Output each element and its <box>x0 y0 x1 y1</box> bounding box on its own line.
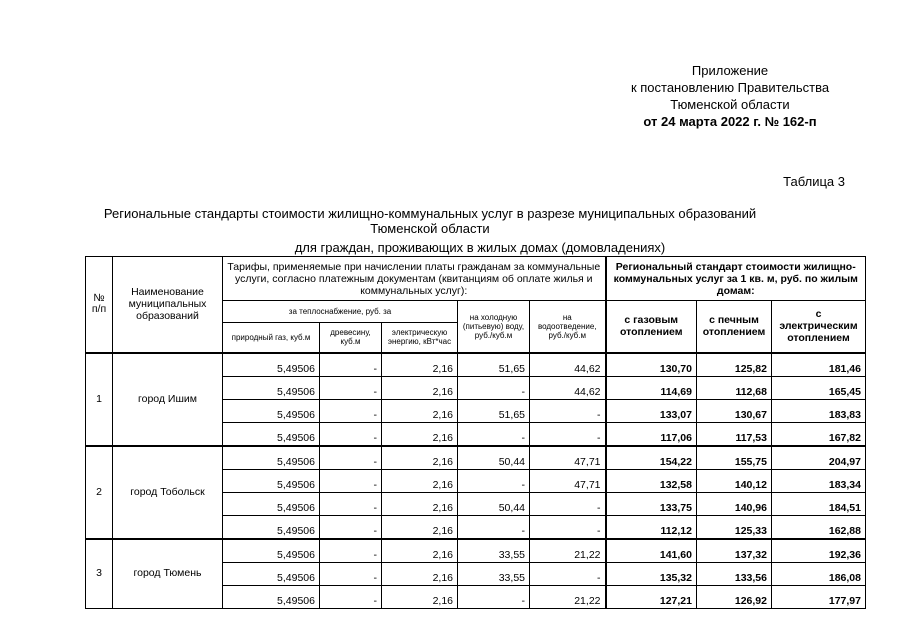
electric-tariff: 2,16 <box>382 562 458 585</box>
electric-tariff: 2,16 <box>382 399 458 422</box>
wood-tariff: - <box>320 515 382 539</box>
appendix-line-1: Приложение <box>691 63 769 78</box>
cold-water-tariff: 51,65 <box>458 399 530 422</box>
gas-tariff: 5,49506 <box>223 422 320 446</box>
drainage-tariff: 21,22 <box>530 585 606 608</box>
header-num: № п/п <box>86 257 113 353</box>
drainage-tariff: - <box>530 422 606 446</box>
gas-tariff: 5,49506 <box>223 492 320 515</box>
electric-heat-standard: 184,51 <box>772 492 866 515</box>
electric-heat-standard: 167,82 <box>772 422 866 446</box>
electric-heat-standard: 177,97 <box>772 585 866 608</box>
header-tariffs: Тарифы, применяемые при начислении платы гражданам за коммунальные услуги, согласно платежным документам (квитанциям об оплате жилья и коммунальных услуг): <box>223 257 606 301</box>
document-subtitle: для граждан, проживающих в жилых домах (домовладениях) <box>294 240 666 255</box>
header-standard: Региональный стандарт стоимости жилищно-коммунальных услуг за 1 кв. м, руб. по жилым домам: <box>606 257 866 301</box>
drainage-tariff: 47,71 <box>530 469 606 492</box>
electric-heat-standard: 204,97 <box>772 446 866 470</box>
stove-heat-standard: 140,96 <box>697 492 772 515</box>
drainage-tariff: 47,71 <box>530 446 606 470</box>
table-number: Таблица 3 <box>783 174 845 189</box>
electric-heat-standard: 181,46 <box>772 353 866 377</box>
stove-heat-standard: 137,32 <box>697 539 772 563</box>
gas-heat-standard: 127,21 <box>606 585 697 608</box>
stove-heat-standard: 155,75 <box>697 446 772 470</box>
wood-tariff: - <box>320 539 382 563</box>
cold-water-tariff: - <box>458 376 530 399</box>
drainage-tariff: 44,62 <box>530 353 606 377</box>
electric-heat-standard: 183,83 <box>772 399 866 422</box>
stove-heat-standard: 125,33 <box>697 515 772 539</box>
appendix-line-2: к постановлению Правительства <box>630 80 830 95</box>
row-number: 2 <box>86 446 113 539</box>
electric-tariff: 2,16 <box>382 539 458 563</box>
gas-tariff: 5,49506 <box>223 515 320 539</box>
cold-water-tariff: - <box>458 469 530 492</box>
electric-tariff: 2,16 <box>382 585 458 608</box>
table-header <box>86 257 866 353</box>
drainage-tariff: - <box>530 562 606 585</box>
row-number: 3 <box>86 539 113 609</box>
gas-heat-standard: 154,22 <box>606 446 697 470</box>
row-number: 1 <box>86 353 113 446</box>
wood-tariff: - <box>320 422 382 446</box>
header-heating: за теплоснабжение, руб. за <box>223 301 458 323</box>
gas-heat-standard: 135,32 <box>606 562 697 585</box>
header-electric-heat: с электрическим отоплением <box>772 301 866 353</box>
electric-heat-standard: 165,45 <box>772 376 866 399</box>
stove-heat-standard: 125,82 <box>697 353 772 377</box>
cold-water-tariff: 50,44 <box>458 446 530 470</box>
wood-tariff: - <box>320 492 382 515</box>
gas-heat-standard: 133,07 <box>606 399 697 422</box>
gas-tariff: 5,49506 <box>223 539 320 563</box>
gas-heat-standard: 112,12 <box>606 515 697 539</box>
cold-water-tariff: 33,55 <box>458 562 530 585</box>
wood-tariff: - <box>320 353 382 377</box>
header-gas-heat: с газовым отоплением <box>606 301 697 353</box>
electric-tariff: 2,16 <box>382 446 458 470</box>
drainage-tariff: 44,62 <box>530 376 606 399</box>
gas-heat-standard: 133,75 <box>606 492 697 515</box>
electric-tariff: 2,16 <box>382 515 458 539</box>
electric-heat-standard: 162,88 <box>772 515 866 539</box>
municipality-name: город Тюмень <box>113 539 223 609</box>
gas-tariff: 5,49506 <box>223 469 320 492</box>
gas-tariff: 5,49506 <box>223 446 320 470</box>
drainage-tariff: - <box>530 515 606 539</box>
electric-heat-standard: 192,36 <box>772 539 866 563</box>
document-title <box>70 206 790 236</box>
municipality-group <box>86 446 866 539</box>
electric-heat-standard: 186,08 <box>772 562 866 585</box>
electric-tariff: 2,16 <box>382 353 458 377</box>
stove-heat-standard: 112,68 <box>697 376 772 399</box>
title-line-1: Региональные стандарты стоимости жилищно-коммунальных услуг в разрезе муниципальных образований <box>103 206 757 221</box>
gas-heat-standard: 114,69 <box>606 376 697 399</box>
header-wood: древесину, куб.м <box>320 323 382 353</box>
gas-tariff: 5,49506 <box>223 399 320 422</box>
title-line-2: Тюменской области <box>370 221 490 236</box>
electric-tariff: 2,16 <box>382 422 458 446</box>
gas-tariff: 5,49506 <box>223 353 320 377</box>
electric-tariff: 2,16 <box>382 469 458 492</box>
cold-water-tariff: 51,65 <box>458 353 530 377</box>
wood-tariff: - <box>320 469 382 492</box>
standards-table <box>85 256 866 609</box>
gas-heat-standard: 141,60 <box>606 539 697 563</box>
header-drainage: на водоотведение, руб./куб.м <box>530 301 606 353</box>
wood-tariff: - <box>320 562 382 585</box>
header-stove-heat: с печным отоплением <box>697 301 772 353</box>
municipality-group <box>86 353 866 446</box>
cold-water-tariff: 33,55 <box>458 539 530 563</box>
wood-tariff: - <box>320 446 382 470</box>
wood-tariff: - <box>320 376 382 399</box>
cold-water-tariff: 50,44 <box>458 492 530 515</box>
cold-water-tariff: - <box>458 515 530 539</box>
stove-heat-standard: 126,92 <box>697 585 772 608</box>
electric-tariff: 2,16 <box>382 376 458 399</box>
gas-heat-standard: 130,70 <box>606 353 697 377</box>
stove-heat-standard: 117,53 <box>697 422 772 446</box>
gas-heat-standard: 117,06 <box>606 422 697 446</box>
electric-heat-standard: 183,34 <box>772 469 866 492</box>
header-cold-water: на холодную (питьевую) воду, руб./куб.м <box>458 301 530 353</box>
gas-tariff: 5,49506 <box>223 585 320 608</box>
drainage-tariff: - <box>530 399 606 422</box>
header-name: Наименование муниципальных образований <box>113 257 223 353</box>
drainage-tariff: - <box>530 492 606 515</box>
gas-tariff: 5,49506 <box>223 562 320 585</box>
appendix-block <box>590 62 870 130</box>
table-row <box>86 353 866 377</box>
municipality-name: город Ишим <box>113 353 223 446</box>
stove-heat-standard: 133,56 <box>697 562 772 585</box>
municipality-name: город Тобольск <box>113 446 223 539</box>
wood-tariff: - <box>320 585 382 608</box>
header-electric: электрическую энергию, кВт*час <box>382 323 458 353</box>
header-gas: природный газ, куб.м <box>223 323 320 353</box>
appendix-line-3: Тюменской области <box>670 97 790 112</box>
cold-water-tariff: - <box>458 422 530 446</box>
drainage-tariff: 21,22 <box>530 539 606 563</box>
appendix-date: от 24 марта 2022 г. № 162-п <box>643 114 817 129</box>
table-row <box>86 539 866 563</box>
cold-water-tariff: - <box>458 585 530 608</box>
stove-heat-standard: 140,12 <box>697 469 772 492</box>
wood-tariff: - <box>320 399 382 422</box>
table-row <box>86 446 866 470</box>
gas-heat-standard: 132,58 <box>606 469 697 492</box>
municipality-group <box>86 539 866 609</box>
electric-tariff: 2,16 <box>382 492 458 515</box>
stove-heat-standard: 130,67 <box>697 399 772 422</box>
gas-tariff: 5,49506 <box>223 376 320 399</box>
